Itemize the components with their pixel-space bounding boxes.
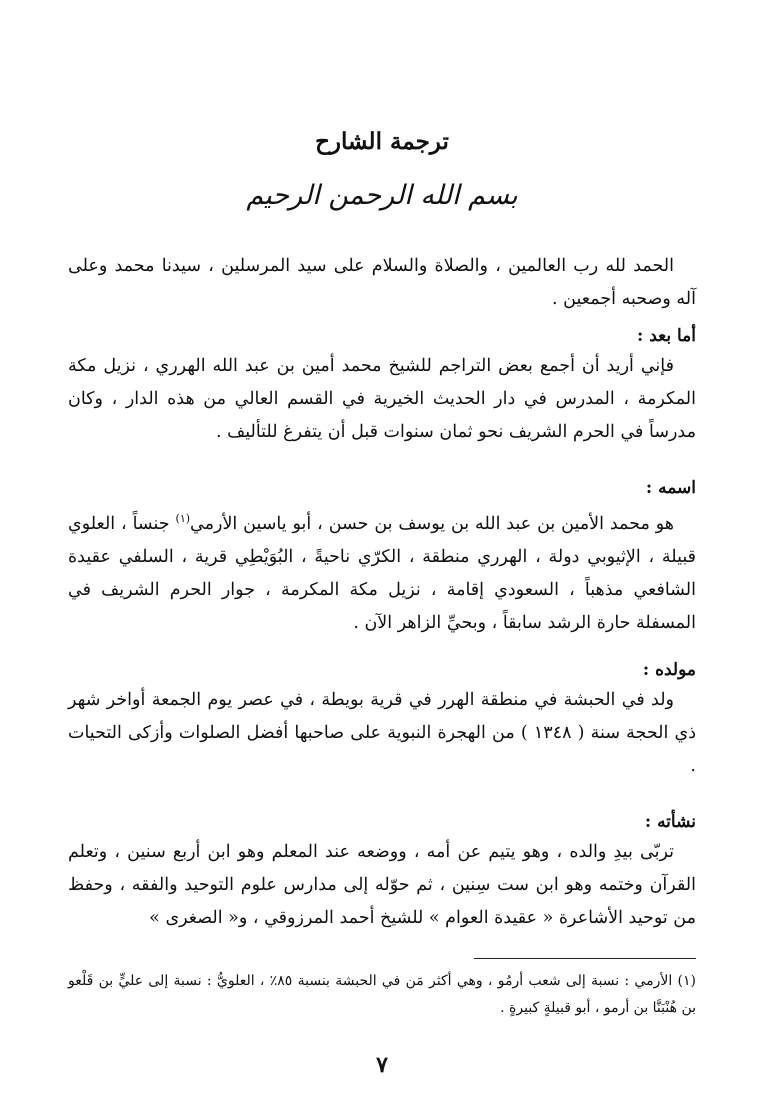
ama-baad-paragraph: فإني أريد أن أجمع بعض التراجم للشيخ محمد أمين بن عبد الله الهرري ، نزيل مكة المكرمة ، المدرس في دار الحديث الخيرية في القسم العالي من هذه الدار ، وكان مدرساً في الحرم الشريف نحو ثمان سنوات قبل أن يتفرغ للتأليف . [68,356,696,442]
book-page [68,0,696,1114]
footnote-marker: (١) [677,973,697,989]
ismuhu-heading: اسمه : [645,478,696,498]
mawliduhu-heading: مولده : [642,660,696,680]
mawliduhu-section [68,656,696,783]
ismuhu-text-start: هو محمد الأمين بن عبد الله بن يوسف بن حسن ، أبو ياسين الأرمي [190,513,674,534]
nashatuhu-section [68,808,696,935]
footnote-separator [474,958,696,959]
ismuhu-section [68,474,696,640]
footnote [68,968,696,1022]
ismuhu-text-end: جنساً ، العلوي قبيلة ، الإثيوبي دولة ، الهرري منطقة ، الكرّي ناحيةً ، البُوَيْطِي قرية ، السلفي عقيدة الشافعي مذهباً ، السعودي إقامة ، نزيل مكة المكرمة ، جوار الحرم الشريف في المسفلة حارة الرشد سابقاً ، وبحيِّ الزاهر الآن . [68,513,696,633]
mawliduhu-paragraph: ولد في الحبشة في منطقة الهرر في قرية بويطة ، في عصر يوم الجمعة أواخر شهر ذي الحجة سنة ( ١٣٤٨ ) من الهجرة النبوية على صاحبها أفضل الصلوات وأزكى التحيات . [68,690,696,776]
ama-baad-section [68,322,696,449]
basmala-calligraphy: بسم الله الرحمن الرحيم [246,180,518,211]
intro-section [68,250,696,316]
footnote-reference: (١) [175,512,191,525]
page-number: ٧ [376,1052,388,1078]
page-title: ترجمة الشارح [315,128,449,155]
nashatuhu-paragraph: تربّى بيدِ والده ، وهو يتيم عن أمه ، ووضعه عند المعلم وهو ابن أربع سنين ، وتعلم القرآن وختمه وهو ابن ست سِنين ، ثم حوّله إلى مدارس علوم التوحيد والفقه ، وحفظ من توحيد الأشاعرة « عقيدة العوام » للشيخ أحمد المرزوقي ، و« الصغرى » [68,842,696,928]
footnote-text: الأرمي : نسبة إلى شعب أرمُو ، وهي أكثر مَن في الحبشة بنسبة ٨٥٪ ، العلويُّ : نسبة إلى عليٍّ بن قَلْعو بن هُنْبَنَّا بن أرمو ، أبو قبيلةٍ كبيرةٍ . [68,973,696,1016]
ama-baad-heading: أما بعد : [637,326,696,346]
ismuhu-paragraph [68,502,696,640]
nashatuhu-heading: نشأته : [644,812,696,832]
intro-paragraph: الحمد لله رب العالمين ، والصلاة والسلام على سيد المرسلين ، سيدنا محمد وعلى آله وصحبه أجمعين . [68,256,696,309]
